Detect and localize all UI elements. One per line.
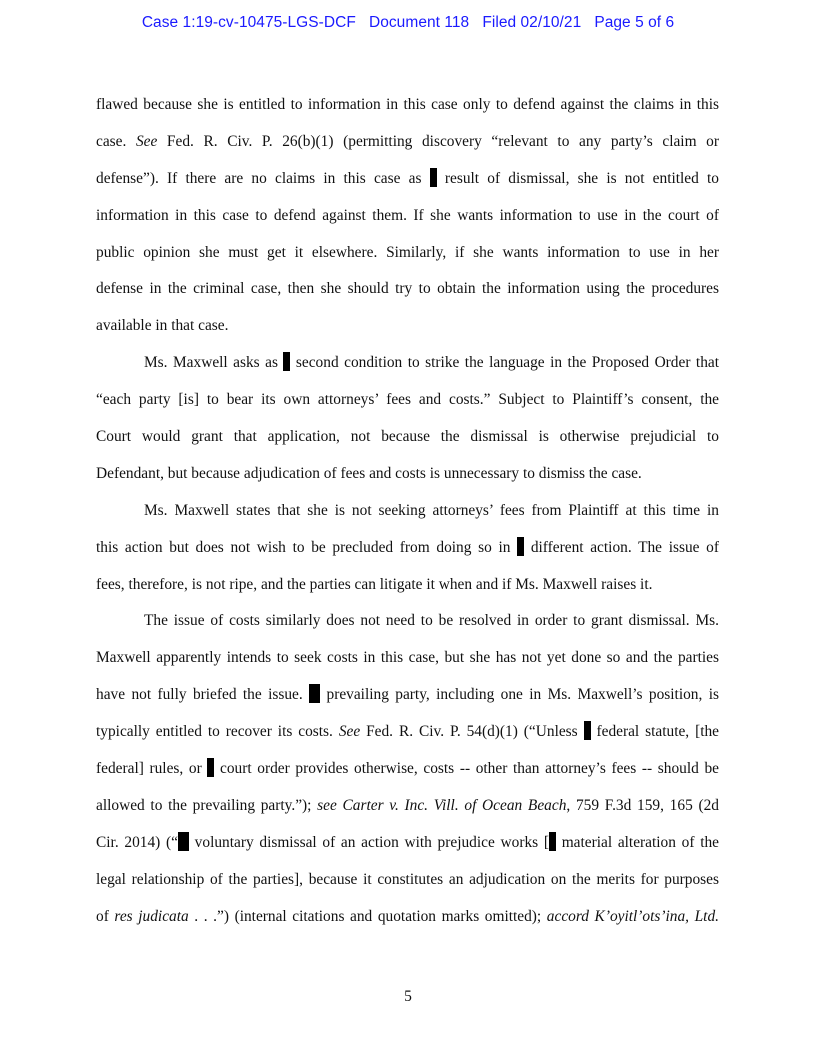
page-number: 5 <box>404 988 412 1005</box>
redaction-block <box>430 168 437 187</box>
text-line <box>96 92 719 129</box>
case-citation: see Carter v. Inc. Vill. of Ocean Beach <box>317 796 567 814</box>
text-line <box>96 572 719 609</box>
filed-date: Filed 02/10/21 <box>482 14 582 31</box>
text-line <box>96 535 719 572</box>
redaction-block <box>549 832 556 851</box>
text: , 759 F.3d 159, 165 (2d <box>566 796 719 814</box>
text: different action. The issue of <box>524 538 719 556</box>
text: flawed because she is entitled to information in this case only to defend against the claims in this <box>96 96 719 113</box>
text: Cir. 2014) (“ <box>96 833 178 851</box>
document-body <box>96 92 719 940</box>
signal-see: See <box>135 132 158 150</box>
text: this action but does not wish to be precluded from doing so in <box>96 538 518 556</box>
text-line <box>96 129 719 166</box>
text-line <box>96 830 719 867</box>
latin-term: res judicata <box>114 907 189 925</box>
ecf-header <box>0 14 816 32</box>
text-line <box>96 166 719 203</box>
text: public opinion she must get it elsewhere. Similarly, if she wants information to use in her <box>96 243 719 261</box>
text: legal relationship of the parties], because it constitutes an adjudication on the merits for purposes <box>96 870 719 888</box>
text: voluntary dismissal of an action with prejudice works [ <box>188 833 549 851</box>
text: court order provides otherwise, costs -- other than attorney’s fees -- should be <box>214 760 720 778</box>
text-line <box>96 240 719 277</box>
text: fees, therefore, is not ripe, and the parties can litigate it when and if Ms. Maxwell raises it. <box>96 575 653 593</box>
text-line <box>96 203 719 240</box>
document-number: Document 118 <box>368 14 470 31</box>
text: available in that case. <box>96 317 229 335</box>
text: federal] rules, or <box>96 760 208 778</box>
text-line <box>96 387 719 424</box>
text: information in this case to defend against them. If she wants information to use in the court of <box>96 206 719 224</box>
text: Ms. Maxwell asks as <box>144 354 284 372</box>
text: “each party [is] to bear its own attorneys’ fees and costs.” Subject to Plaintiff’s consent, the <box>96 391 719 409</box>
page-indicator: Page 5 of 6 <box>594 14 675 31</box>
text: result of dismissal, she is not entitled to <box>436 169 719 187</box>
text: second condition to strike the language in the Proposed Order that <box>290 354 720 372</box>
text: The issue of costs similarly does not need to be resolved in order to grant dismissal. Ms. <box>144 612 719 630</box>
text-line <box>96 867 719 904</box>
text-line <box>96 350 719 387</box>
text-line <box>96 276 719 313</box>
text: prevailing party, including one in Ms. Maxwell’s position, is <box>320 686 719 704</box>
case-citation: accord K’oyitl’ots’ina, Ltd. <box>546 907 719 925</box>
text: Court would grant that application, not because the dismissal is otherwise prejudicial to <box>96 428 719 446</box>
text-line <box>96 498 719 535</box>
text-line <box>96 904 719 941</box>
text-line <box>96 793 719 830</box>
redaction-block <box>584 721 591 740</box>
text: case. <box>96 132 136 150</box>
text-line <box>96 645 719 682</box>
text-line <box>96 313 719 350</box>
text-line <box>96 756 719 793</box>
redaction-block <box>309 684 320 703</box>
text: have not fully briefed the issue. <box>96 686 310 704</box>
text: federal statute, [the <box>590 723 720 741</box>
text: defense”). If there are no claims in this case as <box>96 169 430 187</box>
redaction-block <box>178 832 189 851</box>
signal-see: See <box>338 723 361 741</box>
text: allowed to the prevailing party.”); <box>96 796 318 814</box>
text-line <box>96 608 719 645</box>
text: typically entitled to recover its costs. <box>96 723 339 741</box>
text: of <box>96 907 115 925</box>
text: Fed. R. Civ. P. 26(b)(1) (permitting discovery “relevant to any party’s claim or <box>157 132 719 150</box>
text: Ms. Maxwell states that she is not seeking attorneys’ fees from Plaintiff at this time in <box>144 501 719 519</box>
text-line <box>96 682 719 719</box>
text-line <box>96 719 719 756</box>
text: Maxwell apparently intends to seek costs in this case, but she has not yet done so and the parties <box>96 649 719 667</box>
text: Defendant, but because adjudication of fees and costs is unnecessary to dismiss the case. <box>96 464 642 482</box>
text-line <box>96 461 719 498</box>
text: material alteration of the <box>555 833 719 851</box>
text: Fed. R. Civ. P. 54(d)(1) (“Unless <box>360 723 584 741</box>
text: . . .”) (internal citations and quotation marks omitted); <box>188 907 547 925</box>
text: defense in the criminal case, then she should try to obtain the information using the procedures <box>96 280 719 298</box>
text-line <box>96 424 719 461</box>
case-number: Case 1:19-cv-10475-LGS-DCF <box>141 14 356 31</box>
